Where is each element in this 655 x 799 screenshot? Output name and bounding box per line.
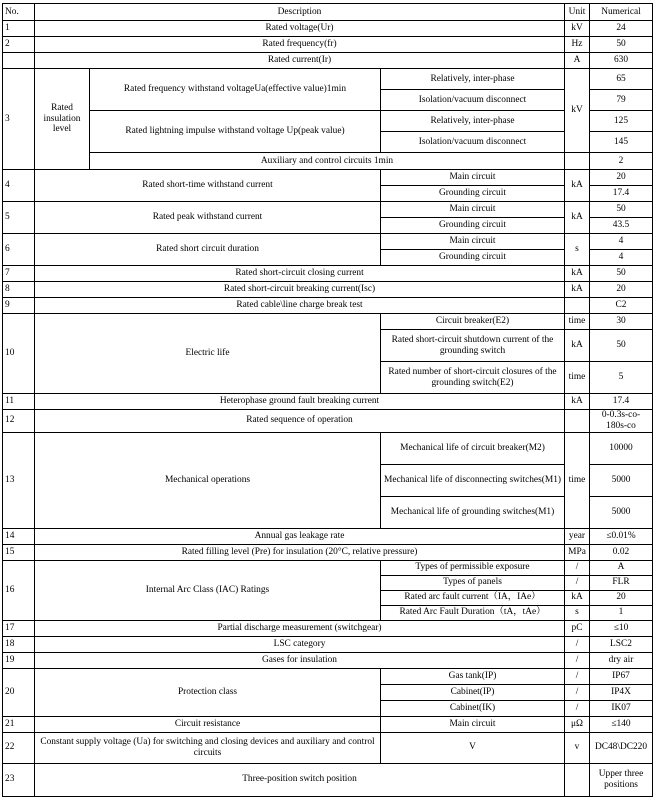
row-description: Mechanical operations: [35, 432, 381, 528]
row-value: 5: [590, 362, 653, 394]
row-unit: kA: [565, 282, 590, 298]
table-row: [3, 314, 653, 330]
row-value: 5000: [590, 464, 653, 496]
row-unit: [565, 298, 590, 314]
row-description: Rated short-circuit closing current: [35, 266, 565, 282]
sub-label: Types of permissible exposure: [381, 560, 565, 575]
row-unit: [565, 153, 590, 170]
row-unit: kA: [565, 170, 590, 202]
row-value: IP67: [590, 668, 653, 684]
row-unit: A: [565, 53, 590, 69]
row-no: 6: [3, 234, 35, 266]
header-row: [3, 4, 653, 21]
row-value: 0.02: [590, 544, 653, 560]
row-no: 11: [3, 394, 35, 410]
table-row: [3, 560, 653, 575]
row-value: DC48\DC220: [590, 732, 653, 763]
table-row: [3, 298, 653, 314]
table-row: [3, 636, 653, 652]
row-value: 5000: [590, 496, 653, 528]
row-no: 17: [3, 620, 35, 636]
row-description: Rated short circuit duration: [35, 234, 381, 266]
row-no: 4: [3, 170, 35, 202]
sub-label: Cabinet(IP): [381, 684, 565, 700]
row-unit: MPa: [565, 544, 590, 560]
sub-label: Rated Arc Fault Duration（tA，tAe）: [381, 605, 565, 620]
row-value: 17.4: [590, 186, 653, 202]
row-description: Internal Arc Class (IAC) Ratings: [35, 560, 381, 620]
sub-label: Types of panels: [381, 575, 565, 590]
table-row: [3, 21, 653, 37]
row-no: 22: [3, 732, 35, 763]
row-description: Rated frequency(fr): [35, 37, 565, 53]
header-unit: Unit: [565, 4, 590, 21]
row-value: 65: [590, 69, 653, 90]
row-no: 5: [3, 202, 35, 234]
row-value: 125: [590, 111, 653, 132]
sub-label: Main circuit: [381, 234, 565, 250]
row-unit: time: [565, 432, 590, 528]
row-value: 50: [590, 37, 653, 53]
row-unit: Hz: [565, 37, 590, 53]
row-no: 23: [3, 763, 35, 796]
table-row: [3, 763, 653, 796]
row-unit: kV: [565, 69, 590, 153]
row-unit: year: [565, 528, 590, 544]
row-value: 1: [590, 605, 653, 620]
row-value: 20: [590, 170, 653, 186]
row-no: 3: [3, 69, 35, 170]
row-unit: kA: [565, 590, 590, 605]
row-no: 18: [3, 636, 35, 652]
row-value: 50: [590, 266, 653, 282]
row-description: Circuit resistance: [35, 716, 381, 732]
sub-label: Rated short-circuit shutdown current of the grounding switch: [381, 330, 565, 362]
row-value: 24: [590, 21, 653, 37]
freq-withstand-label: Rated frequency withstand voltageUa(effective value)1min: [90, 69, 381, 111]
table-row: [3, 234, 653, 250]
row-unit: s: [565, 605, 590, 620]
row-value: C2: [590, 298, 653, 314]
table-row: [3, 37, 653, 53]
row-unit: time: [565, 362, 590, 394]
sub-label: Main circuit: [381, 170, 565, 186]
row-unit: /: [565, 560, 590, 575]
row-value: ≤140: [590, 716, 653, 732]
aux-circuits-label: Auxiliary and control circuits 1min: [90, 153, 565, 170]
sub-label: Relatively, inter-phase: [381, 111, 565, 132]
table-row: [3, 153, 653, 170]
sub-label: Isolation/vacuum disconnect: [381, 90, 565, 111]
row-unit: [565, 763, 590, 796]
row-unit: pC: [565, 620, 590, 636]
table-row: [3, 410, 653, 433]
row-description: Gases for insulation: [35, 652, 565, 668]
row-value: 30: [590, 314, 653, 330]
row-no: 1: [3, 21, 35, 37]
row-value: 0-0.3s-co-180s-co: [590, 410, 653, 433]
row-value: dry air: [590, 652, 653, 668]
row-unit: μΩ: [565, 716, 590, 732]
row-description: Constant supply voltage (Ua) for switching and closing devices and auxiliary and control circuits: [35, 732, 381, 763]
row-value: ≤0.01%: [590, 528, 653, 544]
table-row: [3, 282, 653, 298]
row-no: 15: [3, 544, 35, 560]
row-unit: /: [565, 684, 590, 700]
row-value: FLR: [590, 575, 653, 590]
row-value: IP4X: [590, 684, 653, 700]
table-row: [3, 69, 653, 90]
row-value: 10000: [590, 432, 653, 464]
header-numerical: Numerical: [590, 4, 653, 21]
table-row: [3, 716, 653, 732]
row-unit: /: [565, 668, 590, 684]
row-no: 20: [3, 668, 35, 716]
header-description: Description: [35, 4, 565, 21]
row-no: 16: [3, 560, 35, 620]
row-value: LSC2: [590, 636, 653, 652]
row-value: 2: [590, 153, 653, 170]
header-no: No.: [3, 4, 35, 21]
row-unit: /: [565, 636, 590, 652]
row-unit: kA: [565, 266, 590, 282]
table-row: [3, 394, 653, 410]
table-row: [3, 170, 653, 186]
sub-label: Mechanical life of circuit breaker(M2): [381, 432, 565, 464]
row-unit: time: [565, 314, 590, 330]
table-row: [3, 528, 653, 544]
row-description: LSC category: [35, 636, 565, 652]
table-row: [3, 432, 653, 464]
row-no: 21: [3, 716, 35, 732]
row-description: Rated voltage(Ur): [35, 21, 565, 37]
row-no: 14: [3, 528, 35, 544]
row-value: 20: [590, 590, 653, 605]
table-row: [3, 202, 653, 218]
sub-label: Grounding circuit: [381, 186, 565, 202]
table-row: [3, 668, 653, 684]
row-no: 2: [3, 37, 35, 53]
row-unit: kA: [565, 330, 590, 362]
table-row: [3, 620, 653, 636]
row-value: IK07: [590, 700, 653, 716]
row-unit: v: [565, 732, 590, 763]
table-row: [3, 544, 653, 560]
row-value: 79: [590, 90, 653, 111]
table-row: [3, 652, 653, 668]
row-unit: kA: [565, 394, 590, 410]
row-unit: kA: [565, 202, 590, 234]
row-value: 20: [590, 282, 653, 298]
row-no: 19: [3, 652, 35, 668]
row-description: Rated current(Ir): [35, 53, 565, 69]
row-no: 12: [3, 410, 35, 433]
row-unit: [565, 410, 590, 433]
impulse-withstand-label: Rated lightning impulse withstand voltage Up(peak value): [90, 111, 381, 153]
sub-label: Gas tank(IP): [381, 668, 565, 684]
row-no: 10: [3, 314, 35, 394]
row-value: Upper three positions: [590, 763, 653, 796]
table-row: [3, 266, 653, 282]
row-unit: /: [565, 700, 590, 716]
row-description: Protection class: [35, 668, 381, 716]
row-description: Partial discharge measurement (switchgear): [35, 620, 565, 636]
row-no: 13: [3, 432, 35, 528]
row-value: 43.5: [590, 218, 653, 234]
sub-label: Mechanical life of disconnecting switches(M1): [381, 464, 565, 496]
row-value: 145: [590, 132, 653, 153]
sub-label: Grounding circuit: [381, 218, 565, 234]
sub-label: Mechanical life of grounding switches(M1): [381, 496, 565, 528]
row-description: Rated peak withstand current: [35, 202, 381, 234]
table-row: [3, 111, 653, 132]
row-unit: /: [565, 575, 590, 590]
sub-label: Rated arc fault current（IA，IAe）: [381, 590, 565, 605]
row-no: 8: [3, 282, 35, 298]
row-value: A: [590, 560, 653, 575]
row-description: Rated short-time withstand current: [35, 170, 381, 202]
row-no: 7: [3, 266, 35, 282]
sub-label: Cabinet(IK): [381, 700, 565, 716]
sub-label: Rated number of short-circuit closures of the grounding switch(E2): [381, 362, 565, 394]
sub-label: Isolation/vacuum disconnect: [381, 132, 565, 153]
row-value: 50: [590, 202, 653, 218]
row-description: Rated filling level (Pre) for insulation (20°C, relative pressure): [35, 544, 565, 560]
sub-label: Main circuit: [381, 202, 565, 218]
specification-table: [2, 3, 653, 797]
sub-label: Circuit breaker(E2): [381, 314, 565, 330]
row-description: Rated sequence of operation: [35, 410, 565, 433]
row-unit: s: [565, 234, 590, 266]
table-row: [3, 732, 653, 763]
row-no: [3, 53, 35, 69]
row-description: Three-position switch position: [35, 763, 565, 796]
row-description: Annual gas leakage rate: [35, 528, 565, 544]
sub-label: Grounding circuit: [381, 250, 565, 266]
row-unit: kV: [565, 21, 590, 37]
row-description: Electric life: [35, 314, 381, 394]
sub-label: Main circuit: [381, 716, 565, 732]
row-description: Rated cable\line charge break test: [35, 298, 565, 314]
row-value: 630: [590, 53, 653, 69]
sub-label: V: [381, 732, 565, 763]
row-description: Rated short-circuit breaking current(Isc): [35, 282, 565, 298]
sub-label: Relatively, inter-phase: [381, 69, 565, 90]
insulation-group-label: Rated insulation level: [35, 69, 90, 170]
table-row: [3, 53, 653, 69]
row-description: Heterophase ground fault breaking current: [35, 394, 565, 410]
row-no: 9: [3, 298, 35, 314]
row-value: 4: [590, 250, 653, 266]
row-unit: /: [565, 652, 590, 668]
row-value: 50: [590, 330, 653, 362]
row-value: 17.4: [590, 394, 653, 410]
row-value: ≤10: [590, 620, 653, 636]
row-value: 4: [590, 234, 653, 250]
